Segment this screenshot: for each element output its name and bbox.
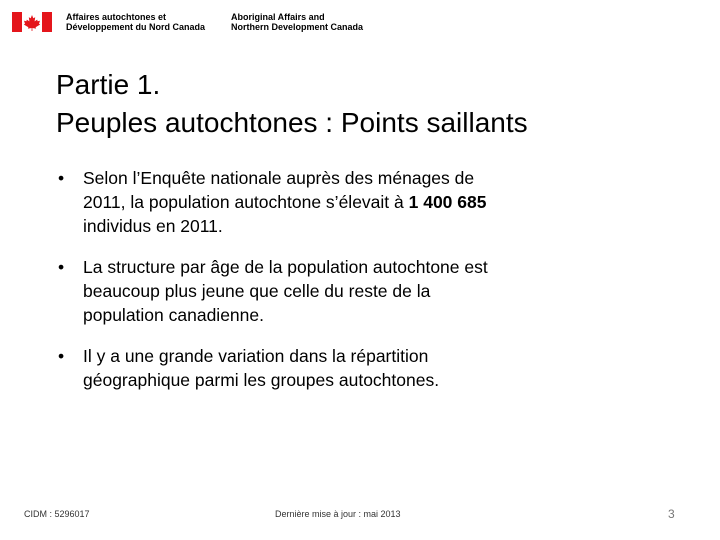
bullet-line: beaucoup plus jeune que celle du reste de la bbox=[83, 281, 431, 301]
slide-title-line2: Peuples autochtones : Points saillants bbox=[56, 107, 528, 138]
department-fr-line1: Affaires autochtones et bbox=[66, 12, 167, 22]
department-en-line1: Aboriginal Affairs and bbox=[231, 12, 325, 22]
bullet-line: Il y a une grande variation dans la répartition bbox=[83, 346, 429, 366]
slide-title-line1: Partie 1. bbox=[56, 69, 161, 100]
department-fr-line2: Développement du Nord Canada bbox=[66, 22, 206, 32]
bullet-line bbox=[83, 166, 676, 190]
bullet-line: population canadienne. bbox=[83, 305, 264, 325]
canada-flag-icon bbox=[12, 12, 52, 32]
page-number: 3 bbox=[668, 507, 675, 521]
bullet-line: La structure par âge de la population autochtone est bbox=[83, 257, 488, 277]
last-updated: Dernière mise à jour : mai 2013 bbox=[275, 509, 401, 519]
bullet-icon: • bbox=[58, 168, 65, 188]
document-id: CIDM : 5296017 bbox=[24, 509, 90, 519]
bullet-icon: • bbox=[58, 257, 65, 277]
department-en-line2: Northern Development Canada bbox=[231, 22, 364, 32]
bullet-line bbox=[83, 214, 676, 238]
bullet-line: géographique parmi les groupes autochtones. bbox=[83, 370, 440, 390]
bullet-line bbox=[83, 190, 676, 214]
header bbox=[12, 10, 364, 34]
bullet-text: individus en 2011. bbox=[83, 216, 223, 236]
slide-title bbox=[56, 66, 696, 142]
department-name-french bbox=[66, 12, 226, 32]
population-count: 1 400 685 bbox=[408, 192, 487, 212]
bullet-icon: • bbox=[58, 346, 65, 366]
department-name-english bbox=[231, 12, 401, 32]
bullet-item-age-structure bbox=[56, 255, 676, 327]
bullet-item-geographic-variation bbox=[56, 344, 676, 392]
bullet-text: 2011, la population autochtone s’élevait à bbox=[83, 192, 409, 212]
bullet-list bbox=[56, 166, 676, 409]
bullet-text: Selon l’Enquête nationale auprès des ménages de bbox=[83, 168, 475, 188]
bullet-item-population bbox=[56, 166, 676, 238]
